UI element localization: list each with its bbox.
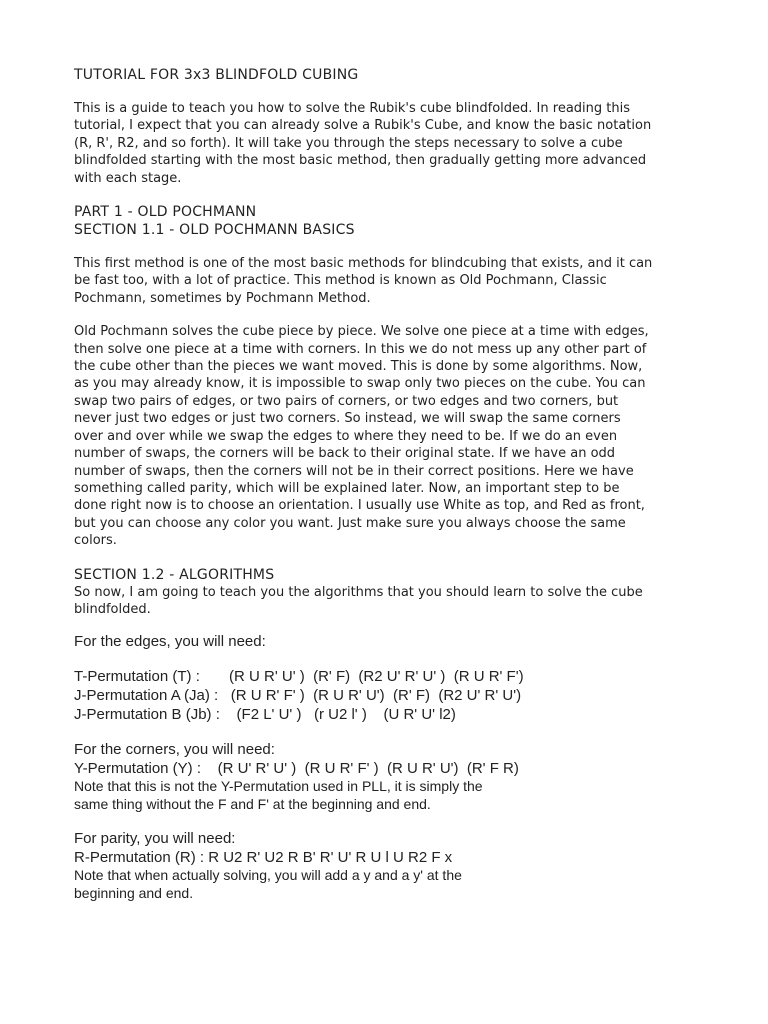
paragraph-line: something called parity, which will be explained later. Now, an important step to be (74, 480, 620, 496)
paragraph-line: number of swaps, the corners will be back to their original state. If we have an odd (74, 446, 616, 462)
edge-algorithm-ja-perm: J-Permutation A (Ja) : (R U R' F' ) (R U R' U') (R' F) (R2 U' R' U') (74, 687, 522, 705)
edge-algorithms-list (74, 667, 734, 724)
corner-note-line: Note that this is not the Y-Permutation used in PLL, it is simply the (74, 778, 483, 795)
paragraph-line: then solve one piece at a time with corners. In this we do not mess up any other part of (74, 341, 647, 357)
part1-heading: PART 1 - OLD POCHMANN (74, 204, 257, 221)
paragraph-line: as you may already know, it is impossible to swap only two pieces on the cube. You can (74, 376, 646, 392)
intro-line: with each stage. (74, 170, 182, 186)
document-page (74, 66, 734, 902)
paragraph-line: over and over while we swap the edges to where they need to be. If we do an even (74, 428, 618, 444)
document-title: TUTORIAL FOR 3x3 BLINDFOLD CUBING (74, 67, 359, 83)
intro-line: tutorial, I expect that you can already solve a Rubik's Cube, and know the basic notation (74, 118, 652, 134)
parity-algorithm-r-perm: R-Permutation (R) : R U2 R' U2 R B' R' U' R U l U R2 F x (74, 849, 453, 867)
paragraph-line: done right now is to choose an orientation. I usually use White as top, and Red as front, (74, 498, 645, 514)
paragraph-line: number of swaps, then the corners will not be in their correct positions. Here we have (74, 463, 634, 479)
paragraph-line: but you can choose any color you want. Just make sure you always choose the same (74, 515, 626, 531)
parity-heading: For parity, you will need: (74, 830, 236, 848)
parity-note-line: beginning and end. (74, 884, 194, 901)
edge-algorithm-jb-perm: J-Permutation B (Jb) : (F2 L' U' ) (r U2 l' ) (U R' U' l2) (74, 706, 456, 724)
paragraph-line: be fast too, with a lot of practice. This method is known as Old Pochmann, Classic (74, 273, 607, 289)
intro-paragraph (74, 100, 734, 187)
corner-algorithm-y-perm: Y-Permutation (Y) : (R U' R' U' ) (R U R' F' ) (R U R' U') (R' F R) (74, 760, 519, 778)
corners-heading: For the corners, you will need: (74, 741, 275, 759)
section11-paragraph-1 (74, 255, 734, 307)
paragraph-line: This first method is one of the most basic methods for blindcubing that exists, and it can (74, 256, 653, 272)
section12-paragraph (74, 584, 734, 619)
paragraph-line: Old Pochmann solves the cube piece by piece. We solve one piece at a time with edges, (74, 324, 649, 340)
section11-heading: SECTION 1.1 - OLD POCHMANN BASICS (74, 222, 355, 239)
paragraph-line: swap two pairs of edges, or two pairs of corners, or two edges and two corners, but (74, 393, 619, 409)
section11-paragraph-2 (74, 323, 734, 549)
corner-note-line: same thing without the F and F' at the beginning and end. (74, 795, 431, 812)
paragraph-line: the cube other than the pieces we want moved. This is done by some algorithms. Now, (74, 359, 643, 375)
edges-heading: For the edges, you will need: (74, 633, 266, 651)
intro-line: This is a guide to teach you how to solve the Rubik's cube blindfolded. In reading this (74, 101, 630, 116)
paragraph-line: blindfolded. (74, 601, 151, 617)
paragraph-line: So now, I am going to teach you the algorithms that you should learn to solve the cube (74, 584, 643, 600)
paragraph-line: Pochmann, sometimes by Pochmann Method. (74, 290, 371, 306)
paragraph-line: never just two edges or just two corners. So instead, we will swap the same corners (74, 411, 621, 427)
intro-line: blindfolded starting with the most basic method, then gradually getting more advanced (74, 153, 647, 169)
edge-algorithm-t-perm: T-Permutation (T) : (R U R' U' ) (R' F) (R2 U' R' U' ) (R U R' F') (74, 668, 524, 686)
parity-note-line: Note that when actually solving, you will add a y and a y' at the (74, 867, 462, 884)
section12-heading: SECTION 1.2 - ALGORITHMS (74, 566, 275, 583)
intro-line: (R, R', R2, and so forth). It will take you through the steps necessary to solve a cube (74, 135, 623, 151)
paragraph-line: colors. (74, 533, 117, 549)
